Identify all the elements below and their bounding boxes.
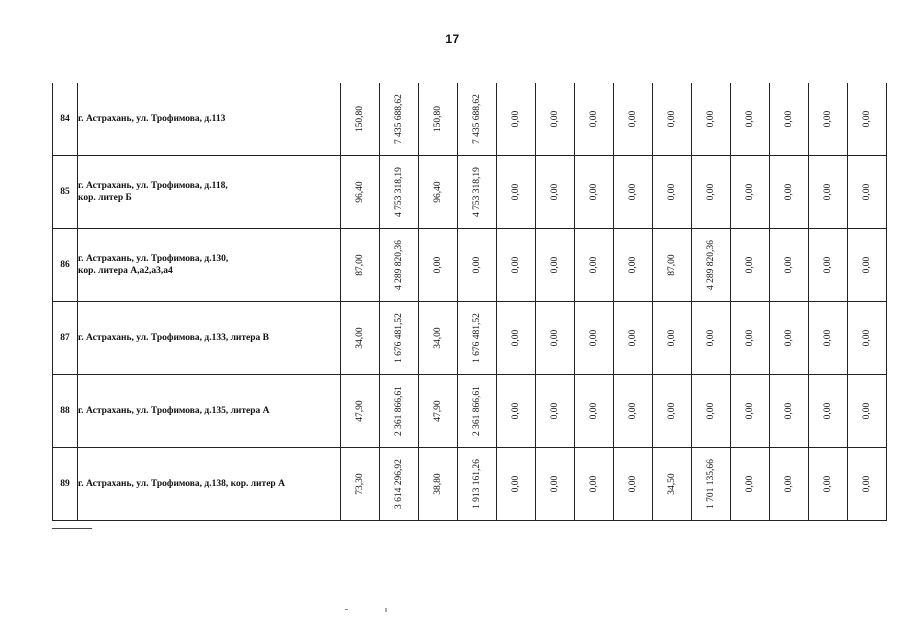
value-text: 0,00: [550, 329, 560, 347]
value-cell: [458, 448, 497, 521]
address-cell: [78, 83, 341, 156]
value-text: 0,00: [589, 110, 599, 128]
value-text: 0,00: [745, 402, 755, 420]
value-text: 3 614 296,92: [394, 459, 404, 509]
value-cell: [692, 448, 731, 521]
value-text: 0,00: [628, 475, 638, 493]
value-cell: [575, 156, 614, 229]
value-cell: [653, 229, 692, 302]
value-text: 0,00: [706, 183, 716, 201]
value-cell: [380, 156, 419, 229]
value-cell: [419, 448, 458, 521]
value-text: 0,00: [784, 110, 794, 128]
value-cell: [848, 375, 887, 448]
value-text: 0,00: [667, 329, 677, 347]
value-cell: [692, 83, 731, 156]
value-cell: [692, 375, 731, 448]
value-cell: [770, 448, 809, 521]
value-text: 96,40: [433, 181, 443, 203]
address-text: г. Астрахань, ул. Трофимова, д.138, кор. литер А: [78, 479, 285, 489]
value-text: 0,00: [862, 402, 872, 420]
value-cell: [692, 302, 731, 375]
address-text: г. Астрахань, ул. Трофимова, д.130, кор. литера А,а2,а3,а4: [78, 254, 229, 276]
value-cell: [497, 302, 536, 375]
value-text: 73,30: [355, 473, 365, 495]
value-cell: [848, 229, 887, 302]
address-cell: [78, 156, 341, 229]
value-cell: [380, 302, 419, 375]
value-text: 4 289 820,36: [394, 240, 404, 290]
value-cell: [497, 83, 536, 156]
value-text: 1 913 161,26: [472, 459, 482, 509]
value-cell: [848, 448, 887, 521]
value-cell: [536, 83, 575, 156]
value-cell: [341, 302, 380, 375]
value-cell: [380, 375, 419, 448]
value-text: 0,00: [628, 110, 638, 128]
value-text: 87,00: [355, 254, 365, 276]
value-cell: [692, 156, 731, 229]
value-text: 34,00: [433, 327, 443, 349]
value-cell: [341, 83, 380, 156]
value-cell: [497, 448, 536, 521]
scan-artifact: [345, 609, 348, 610]
value-cell: [536, 302, 575, 375]
value-text: 0,00: [706, 402, 716, 420]
value-cell: [731, 302, 770, 375]
value-text: 0,00: [862, 475, 872, 493]
value-text: 1 676 481,52: [472, 313, 482, 363]
row-number: 89: [53, 448, 78, 521]
value-cell: [614, 229, 653, 302]
value-text: 0,00: [589, 256, 599, 274]
value-text: 0,00: [628, 256, 638, 274]
row-number: 87: [53, 302, 78, 375]
value-text: 0,00: [511, 329, 521, 347]
value-cell: [341, 156, 380, 229]
value-text: 0,00: [589, 475, 599, 493]
value-text: 150,80: [355, 105, 365, 133]
scan-artifact: [385, 608, 387, 612]
value-cell: [770, 375, 809, 448]
value-cell: [653, 302, 692, 375]
value-cell: [692, 229, 731, 302]
value-text: 34,00: [355, 327, 365, 349]
value-cell: [809, 448, 848, 521]
value-cell: [848, 302, 887, 375]
value-text: 4 753 318,19: [394, 167, 404, 217]
value-text: 0,00: [628, 329, 638, 347]
value-cell: [770, 302, 809, 375]
value-text: 0,00: [862, 329, 872, 347]
value-text: 0,00: [511, 256, 521, 274]
address-cell: [78, 448, 341, 521]
value-cell: [575, 83, 614, 156]
value-text: 0,00: [589, 402, 599, 420]
page-number: 17: [445, 32, 460, 46]
value-cell: [497, 375, 536, 448]
value-text: 87,00: [667, 254, 677, 276]
value-text: 7 435 688,62: [472, 94, 482, 144]
row-number: 86: [53, 229, 78, 302]
value-cell: [731, 83, 770, 156]
address-cell: [78, 302, 341, 375]
value-text: 0,00: [667, 110, 677, 128]
value-text: 0,00: [784, 183, 794, 201]
value-cell: [848, 83, 887, 156]
address-cell: [78, 229, 341, 302]
value-cell: [653, 156, 692, 229]
value-text: 0,00: [706, 329, 716, 347]
value-text: 38,80: [433, 473, 443, 495]
address-text: г. Астрахань, ул. Трофимова, д.135, литера А: [78, 406, 270, 416]
address-text: г. Астрахань, ул. Трофимова, д.118, кор. литер Б: [78, 181, 228, 203]
value-cell: [419, 302, 458, 375]
value-cell: [536, 156, 575, 229]
value-cell: [458, 83, 497, 156]
value-cell: [731, 156, 770, 229]
value-cell: [575, 302, 614, 375]
value-cell: [419, 229, 458, 302]
value-text: 2 361 866,61: [472, 386, 482, 436]
value-text: 0,00: [784, 256, 794, 274]
value-cell: [419, 83, 458, 156]
row-number: 88: [53, 375, 78, 448]
value-text: 0,00: [667, 402, 677, 420]
value-text: 0,00: [550, 183, 560, 201]
value-text: 4 289 820,36: [706, 240, 716, 290]
value-text: 0,00: [745, 110, 755, 128]
table-row: [53, 302, 887, 375]
value-cell: [536, 229, 575, 302]
address-text: г. Астрахань, ул. Трофимова, д.133, литера В: [78, 333, 270, 343]
value-text: 0,00: [745, 475, 755, 493]
value-cell: [614, 448, 653, 521]
value-text: 0,00: [511, 110, 521, 128]
value-text: 0,00: [862, 183, 872, 201]
table-row: [53, 448, 887, 521]
value-text: 0,00: [823, 402, 833, 420]
value-cell: [575, 229, 614, 302]
value-text: 0,00: [823, 256, 833, 274]
value-text: 0,00: [628, 183, 638, 201]
value-cell: [770, 156, 809, 229]
value-text: 1 701 135,66: [706, 459, 716, 509]
value-cell: [458, 375, 497, 448]
value-text: 1 676 481,52: [394, 313, 404, 363]
value-text: 0,00: [823, 475, 833, 493]
value-text: 0,00: [550, 256, 560, 274]
value-text: 4 753 318,19: [472, 167, 482, 217]
value-cell: [809, 302, 848, 375]
value-cell: [770, 83, 809, 156]
value-text: 0,00: [784, 402, 794, 420]
value-cell: [497, 156, 536, 229]
value-cell: [809, 375, 848, 448]
value-cell: [419, 156, 458, 229]
table-edge-line: [52, 528, 92, 529]
value-text: 0,00: [823, 329, 833, 347]
value-cell: [809, 229, 848, 302]
value-text: 96,40: [355, 181, 365, 203]
value-text: 0,00: [784, 475, 794, 493]
value-cell: [614, 83, 653, 156]
value-text: 0,00: [745, 329, 755, 347]
value-text: 0,00: [550, 475, 560, 493]
value-text: 34,50: [667, 473, 677, 495]
table-row: [53, 229, 887, 302]
value-cell: [653, 83, 692, 156]
value-cell: [731, 375, 770, 448]
value-cell: [731, 229, 770, 302]
table-row: [53, 156, 887, 229]
value-cell: [497, 229, 536, 302]
value-cell: [653, 375, 692, 448]
value-cell: [341, 229, 380, 302]
value-cell: [458, 156, 497, 229]
address-text: г. Астрахань, ул. Трофимова, д.113: [78, 114, 226, 124]
value-text: 0,00: [511, 475, 521, 493]
value-text: 0,00: [745, 183, 755, 201]
value-cell: [380, 83, 419, 156]
value-cell: [614, 302, 653, 375]
housing-registry-table: [52, 83, 887, 521]
value-cell: [419, 375, 458, 448]
value-cell: [380, 229, 419, 302]
value-cell: [809, 156, 848, 229]
value-text: 0,00: [862, 256, 872, 274]
value-cell: [809, 83, 848, 156]
value-cell: [575, 448, 614, 521]
value-cell: [614, 375, 653, 448]
value-text: 0,00: [706, 110, 716, 128]
value-cell: [848, 156, 887, 229]
value-cell: [341, 448, 380, 521]
value-cell: [458, 229, 497, 302]
value-cell: [380, 448, 419, 521]
value-text: 7 435 688,62: [394, 94, 404, 144]
value-text: 47,90: [355, 400, 365, 422]
value-cell: [653, 448, 692, 521]
value-cell: [770, 229, 809, 302]
value-cell: [341, 375, 380, 448]
value-text: 0,00: [550, 402, 560, 420]
table-row: [53, 83, 887, 156]
value-text: 0,00: [433, 256, 443, 274]
value-text: 2 361 866,61: [394, 386, 404, 436]
value-text: 47,90: [433, 400, 443, 422]
value-text: 0,00: [784, 329, 794, 347]
value-cell: [536, 448, 575, 521]
row-number: 85: [53, 156, 78, 229]
value-text: 0,00: [745, 256, 755, 274]
value-text: 0,00: [589, 329, 599, 347]
row-number: 84: [53, 83, 78, 156]
value-text: 0,00: [667, 183, 677, 201]
value-text: 0,00: [628, 402, 638, 420]
address-cell: [78, 375, 341, 448]
value-text: 150,80: [433, 105, 443, 133]
value-text: 0,00: [823, 183, 833, 201]
value-cell: [536, 375, 575, 448]
value-text: 0,00: [511, 183, 521, 201]
value-cell: [458, 302, 497, 375]
value-text: 0,00: [550, 110, 560, 128]
value-text: 0,00: [511, 402, 521, 420]
table-row: [53, 375, 887, 448]
value-text: 0,00: [589, 183, 599, 201]
value-cell: [614, 156, 653, 229]
value-text: 0,00: [862, 110, 872, 128]
value-cell: [731, 448, 770, 521]
value-text: 0,00: [823, 110, 833, 128]
value-cell: [575, 375, 614, 448]
value-text: 0,00: [472, 256, 482, 274]
